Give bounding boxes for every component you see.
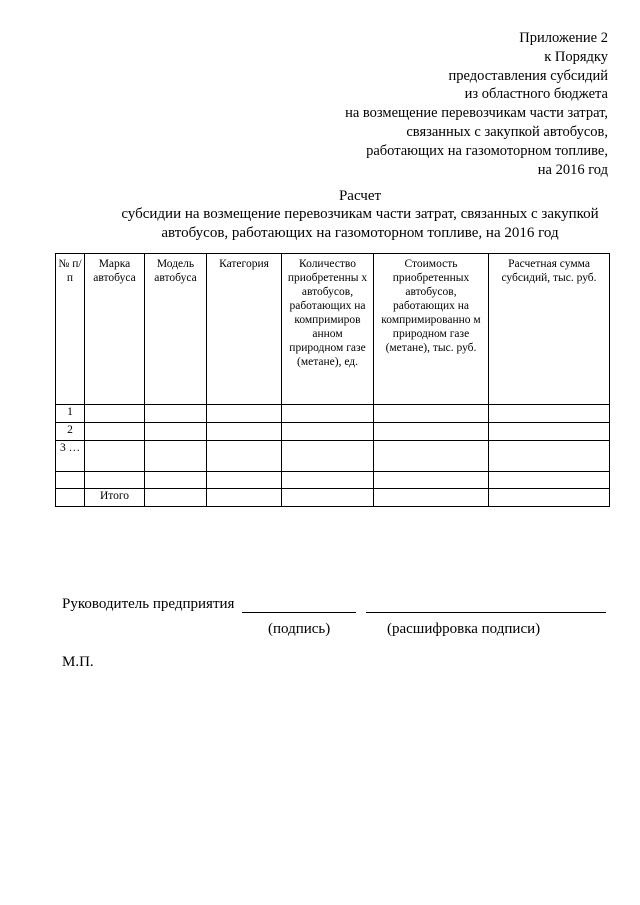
table-cell [207,423,282,441]
header-cell-number: № п/ п [56,254,85,405]
header-cell-model: Модель автобуса [145,254,207,405]
table-cell [145,441,207,472]
document-subtitle [100,205,620,243]
table-cell [489,489,610,507]
table-cell [489,423,610,441]
appendix-line: из областного бюджета [464,86,608,103]
stamp-label: М.П. [62,654,94,670]
total-row [56,489,610,507]
table-cell [282,489,374,507]
table-cell [145,489,207,507]
appendix-line: работающих на газомоторном топливе, [366,142,608,159]
document-title: Расчет [338,188,382,204]
table-cell [374,441,489,472]
table-row [56,472,610,489]
table-cell [489,472,610,489]
header-cell-brand: Марка автобуса [85,254,145,405]
table-row [56,405,610,423]
row-number-cell: 2 [56,423,85,441]
row-number-cell: 1 [56,405,85,423]
table-cell [489,441,610,472]
calculation-table [55,253,610,507]
appendix-line: на возмещение перевозчикам части затрат, [345,105,608,122]
table-cell [56,472,85,489]
table-cell [374,405,489,423]
header-cell-category: Категория [207,254,282,405]
appendix-line: связанных с закупкой автобусов, [406,123,608,140]
header-cell-subsidy: Расчетная сумма субсидий, тыс. руб. [489,254,610,405]
table-cell [489,405,610,423]
table-cell [85,405,145,423]
table-cell [56,489,85,507]
table-cell [282,405,374,423]
table-row [56,441,610,472]
table-cell [207,472,282,489]
table-cell [85,441,145,472]
table-cell [374,489,489,507]
table-cell [85,423,145,441]
table-cell [207,489,282,507]
appendix-line: к Порядку [544,48,608,65]
subtitle-line: субсидии на возмещение перевозчикам части затрат, связанных с закупкой [121,206,599,222]
appendix-line: на 2016 год [537,161,608,178]
table-cell [374,423,489,441]
signature-decoding-line[interactable] [366,612,606,613]
total-label: Итого [85,489,145,507]
signature-caption: (подпись) [268,621,331,637]
table-cell [85,472,145,489]
table-cell [374,472,489,489]
table-cell [282,472,374,489]
subtitle-line: автобусов, работающих на газомоторном топливе, на 2016 год [161,225,559,241]
table-cell [145,423,207,441]
manager-label: Руководитель предприятия [62,596,235,612]
header-cell-quantity: Количество приобретенны х автобусов, работающих на компримиров анном природном газе (метане), ед. [282,254,374,405]
signature-decoding-caption: (расшифровка подписи) [387,621,541,637]
table-cell [145,405,207,423]
table-row [56,423,610,441]
table-cell [207,441,282,472]
table-cell [207,405,282,423]
appendix-line: Приложение 2 [519,30,608,46]
appendix-header [345,29,608,179]
table-cell [282,441,374,472]
header-cell-cost: Стоимость приобретенных автобусов, работающих на компримированно м природном газе (метане), тыс. руб. [374,254,489,405]
appendix-line: предоставления субсидий [448,67,608,84]
signature-line[interactable] [242,612,356,613]
table-cell [145,472,207,489]
row-number-cell: 3 … [56,441,85,472]
table-header-row [56,254,610,405]
table-cell [282,423,374,441]
signature-block [62,596,606,613]
